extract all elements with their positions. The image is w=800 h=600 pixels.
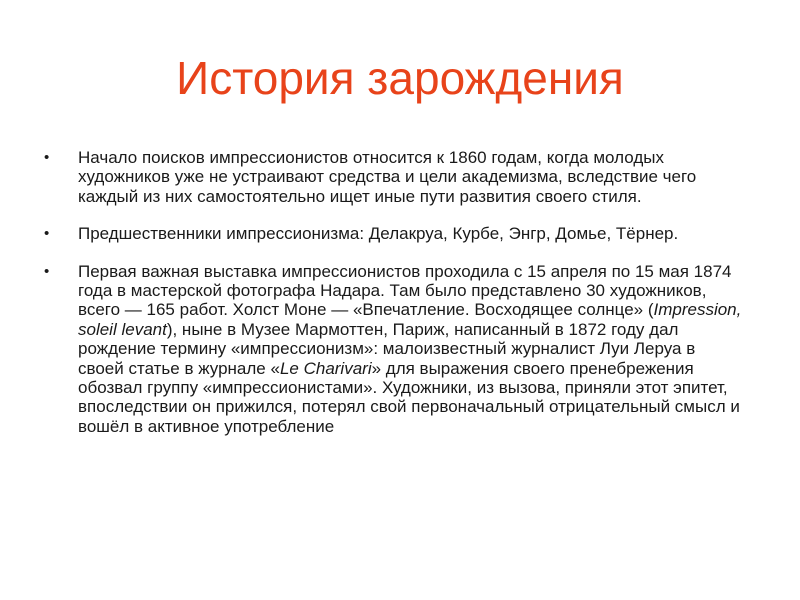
bullet-text: Начало поисков импрессионистов относится к 1860 годам, когда молодых художников уже не устраивают средства и цели академизма, вследствие чего каждый из них самостоятельно ищет иные пути развития своего стиля.: [78, 148, 697, 206]
bullet-marker: •: [44, 225, 50, 243]
bullet-item: [44, 224, 744, 243]
bullet-text: [78, 262, 741, 436]
bullet-marker: •: [44, 149, 50, 166]
italic-journal-name: Le Charivari: [279, 358, 372, 378]
bullet-text-part: » для выражения своего пренебрежения обозвал группу «импрессионистами». Художники, из вызова, приняли этот эпитет, впоследствии он прижился, потерял свой первоначальный отрицательный смысл и вошёл в активное употребление: [78, 358, 740, 436]
bullet-text: Предшественники импрессионизма: Делакруа, Курбе, Энгр, Домье, Тёрнер.: [78, 224, 679, 244]
bullet-item: [44, 262, 744, 437]
bullet-list: [44, 148, 744, 454]
italic-title: Impression, soleil levant: [78, 300, 742, 339]
bullet-marker: •: [44, 262, 50, 280]
bullet-text-part: Первая важная выставка импрессионистов проходила с 15 апреля по 15 мая 1874 года в мастерской фотографа Надара. Там было представлено 30 художников, всего — 165 работ. Холст Моне — «Впечатление. Восходящее солнце» (: [78, 261, 732, 320]
bullet-item: [44, 148, 744, 206]
bullet-text-part: ), ныне в Музее Мармоттен, Париж, написанный в 1872 году дал рождение термину «импрессионизм»: малоизвестный журналист Луи Леруа в своей статье в журнале «: [78, 319, 696, 378]
slide-title: История зарождения: [176, 52, 624, 104]
